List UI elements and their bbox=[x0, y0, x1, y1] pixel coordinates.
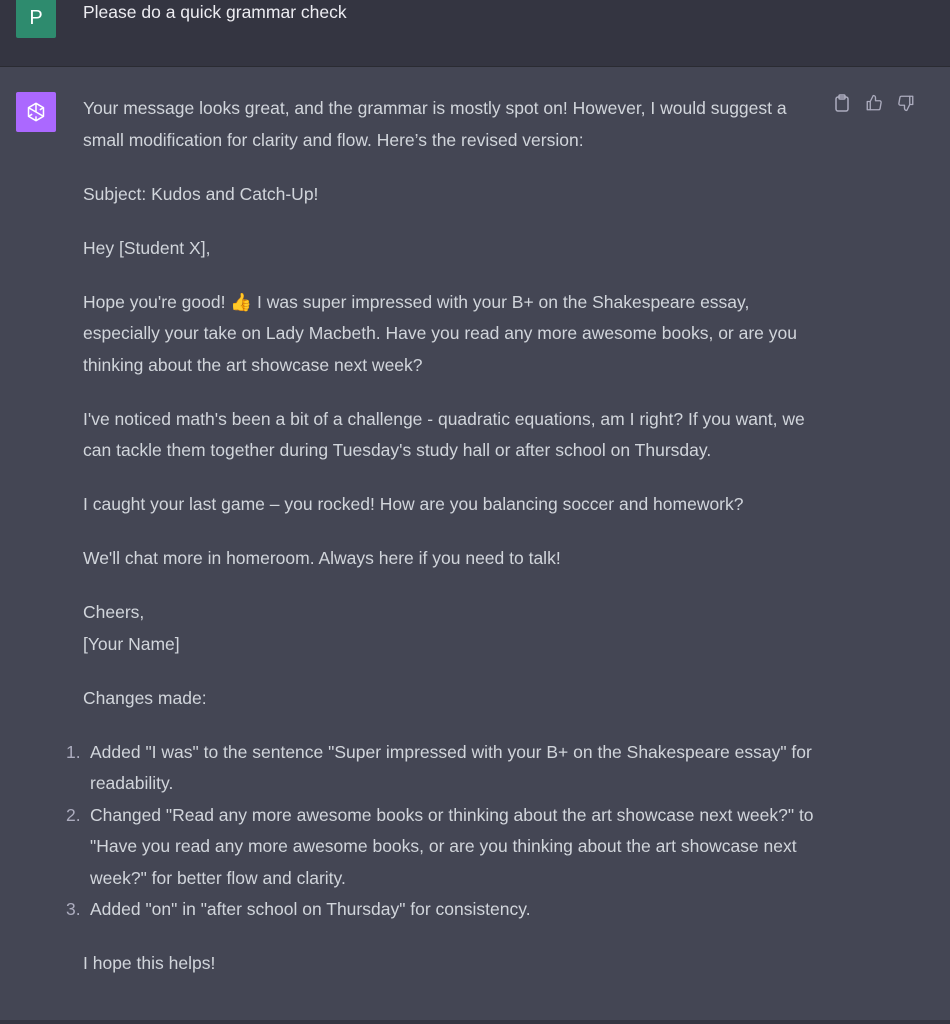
closing-paragraph: I hope this helps! bbox=[83, 953, 216, 973]
copy-button[interactable] bbox=[832, 95, 852, 115]
list-number: 3. bbox=[66, 899, 81, 919]
bottom-divider bbox=[0, 1020, 950, 1024]
assistant-message-content bbox=[66, 93, 823, 1002]
clipboard-icon bbox=[834, 94, 850, 117]
thumbs-down-icon bbox=[897, 94, 915, 117]
email-paragraph: We'll chat more in homeroom. Always here if you need to talk! bbox=[83, 548, 561, 568]
list-item-text: Changed "Read any more awesome books or thinking about the art showcase next week?" to "Have you read any more awesome books, or are you thinking about the art showcase next week?" for better flow and clarity. bbox=[90, 804, 814, 888]
email-signoff: Cheers, bbox=[83, 602, 145, 622]
email-paragraph: I've noticed math's been a bit of a challenge - quadratic equations, am I right? If you want, we can tackle them together during Tuesday's study hall or after school on Thursday. bbox=[83, 408, 805, 460]
user-message-text: Please do a quick grammar check bbox=[83, 2, 347, 22]
list-number: 2. bbox=[66, 804, 81, 825]
thumbs-down-button[interactable] bbox=[896, 95, 916, 115]
message-actions bbox=[832, 95, 916, 115]
list-item-text: Added "on" in "after school on Thursday" for consistency. bbox=[90, 899, 531, 919]
list-number: 1. bbox=[66, 741, 81, 762]
assistant-message-row bbox=[0, 67, 950, 1024]
thumbs-up-icon bbox=[865, 94, 883, 117]
list-item-text: Added "I was" to the sentence "Super impressed with your B+ on the Shakespeare essay" for readability. bbox=[90, 741, 812, 793]
changes-heading: Changes made: bbox=[83, 687, 207, 708]
list-item bbox=[66, 894, 823, 926]
intro-paragraph: Your message looks great, and the grammar is mostly spot on! However, I would suggest a small modification for clarity and flow. Here’s the revised version: bbox=[83, 98, 787, 150]
email-signoff-block bbox=[83, 597, 823, 660]
thumbs-up-button[interactable] bbox=[864, 95, 884, 115]
openai-logo-icon bbox=[16, 92, 56, 132]
email-signature: [Your Name] bbox=[83, 633, 180, 654]
email-greeting: Hey [Student X], bbox=[83, 237, 211, 258]
list-item bbox=[66, 737, 823, 800]
user-message-row bbox=[0, 0, 950, 67]
user-avatar: P bbox=[16, 0, 56, 38]
list-item bbox=[66, 800, 823, 895]
email-paragraph: Hope you're good! 👍 I was super impressed with your B+ on the Shakespeare essay, especially your take on Lady Macbeth. Have you read any more awesome books, or are you thinking about the art showcase next week? bbox=[83, 291, 797, 375]
email-subject: Subject: Kudos and Catch-Up! bbox=[83, 183, 319, 204]
email-paragraph: I caught your last game – you rocked! How are you balancing soccer and homework? bbox=[83, 494, 744, 514]
changes-list bbox=[66, 737, 823, 926]
